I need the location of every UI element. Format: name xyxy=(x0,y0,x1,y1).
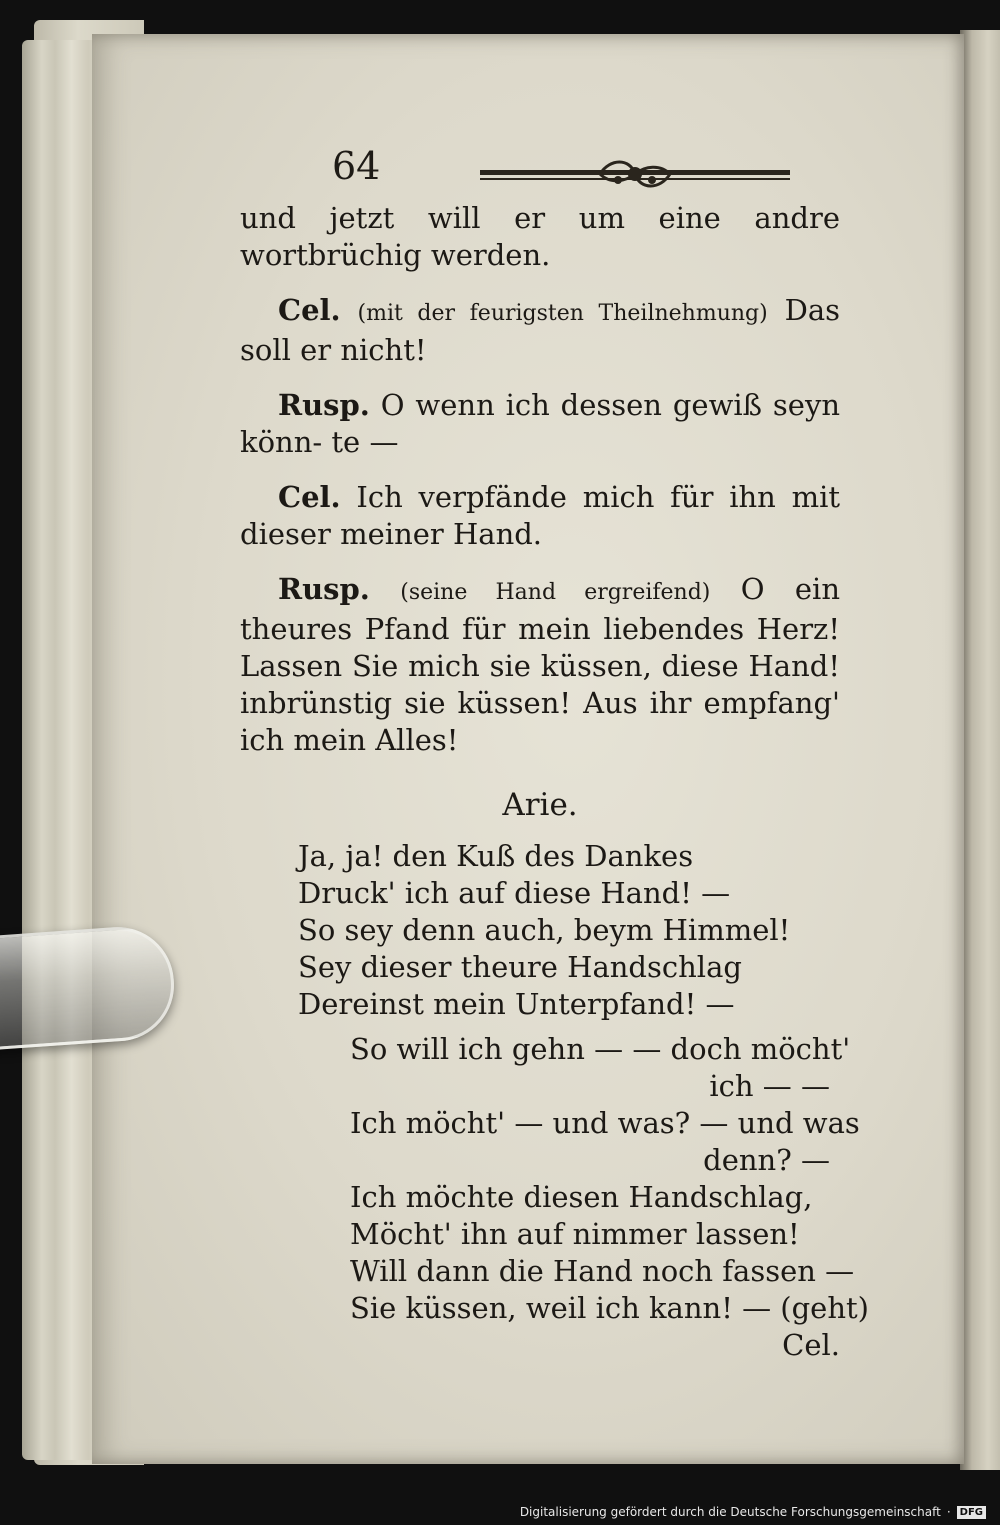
stage-direction: (mit der feurigsten Theilnehmung) xyxy=(357,301,768,326)
speaker-label: Cel. xyxy=(278,293,341,327)
verse-line: Ich möchte diesen Handschlag, xyxy=(350,1180,813,1214)
verse-line: Sie küssen, weil ich kann! — (geht) xyxy=(350,1291,869,1325)
speaker-label: Cel. xyxy=(278,480,341,514)
catchword: Cel. xyxy=(782,1328,840,1362)
paragraph-0: und jetzt will er um eine andre wortbrüchig werden. xyxy=(240,201,840,272)
paragraph-4: Rusp. (seine Hand ergreifend) O ein theures Pfand für mein liebendes Herz! Lassen Sie mich sie küssen, diese Hand! inbrünstig sie küssen! Aus ihr empfang' ich mein Alles! xyxy=(240,572,840,757)
main-text xyxy=(240,200,869,1364)
verse-stanza-2 xyxy=(240,1031,869,1364)
dfg-logo-icon: DFG xyxy=(957,1506,986,1519)
verse-line: Ja, ja! den Kuß des Dankes xyxy=(298,839,694,873)
digitization-credit: Digitalisierung gefördert durch die Deutsche Forschungsgemeinschaft · DFG xyxy=(520,1505,986,1519)
verse-line-continuation: ich — — xyxy=(709,1069,830,1103)
verse-line: Sey dieser theure Handschlag xyxy=(298,950,742,984)
verse-line-continuation: denn? — xyxy=(703,1143,830,1177)
verse-line: Dereinst mein Unterpfand! — xyxy=(298,987,735,1021)
verse-line: Will dann die Hand noch fassen — xyxy=(350,1254,855,1288)
credit-text: Digitalisierung gefördert durch die Deutsche Forschungsgemeinschaft xyxy=(519,1505,941,1519)
page-number: 64 xyxy=(332,144,381,188)
paragraph-1: Cel. (mit der feurigsten Theilnehmung) Das soll er nicht! xyxy=(240,293,841,367)
verse-line: So sey denn auch, beym Himmel! xyxy=(298,913,791,947)
verse-stanza-1 xyxy=(240,838,840,1023)
verse-line: So will ich gehn — — doch möcht' xyxy=(350,1032,851,1066)
aria-title: Arie. xyxy=(502,787,578,823)
facing-page-edge xyxy=(960,30,1000,1470)
page-header xyxy=(332,144,812,204)
verse-line: Möcht' ihn auf nimmer lassen! xyxy=(350,1217,800,1251)
paragraph-3: Cel. Ich verpfände mich für ihn mit dieser meiner Hand. xyxy=(240,480,841,551)
verse-line: Ich möcht' — und was? — und was xyxy=(350,1106,860,1140)
ornament-rule-icon xyxy=(480,156,790,196)
verse-line: Druck' ich auf diese Hand! — xyxy=(298,876,731,910)
stage-direction: (seine Hand ergreifend) xyxy=(400,580,711,605)
paragraph-2: Rusp. O wenn ich dessen gewiß seyn könn- te — xyxy=(240,388,841,459)
speaker-label: Rusp. xyxy=(278,572,370,606)
speaker-label: Rusp. xyxy=(278,388,370,422)
